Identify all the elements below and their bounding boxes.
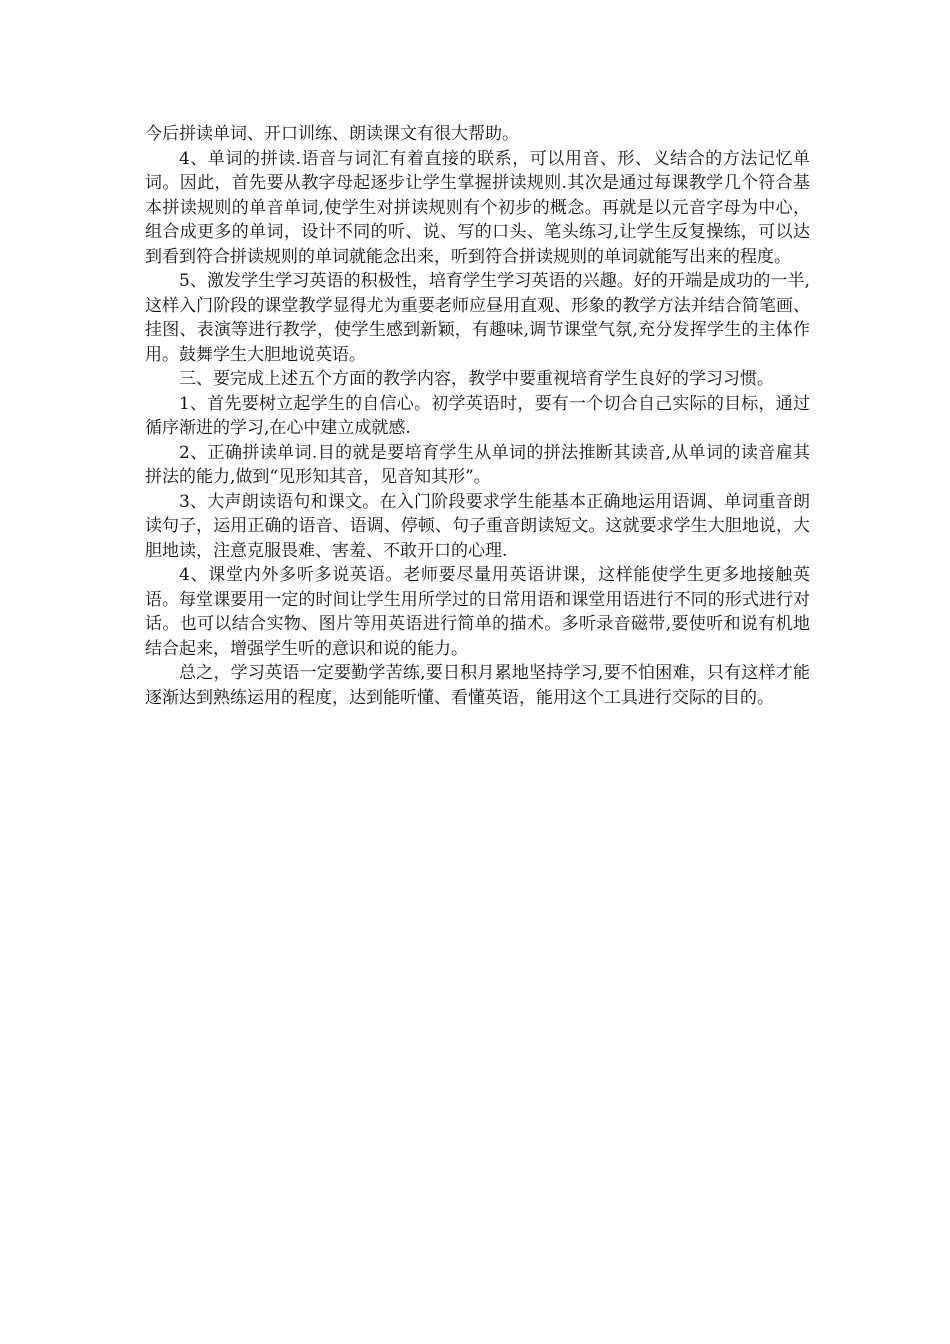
paragraph-read-aloud: 3、大声朗读语句和课文。在入门阶段要求学生能基本正确地运用语调、单词重音朗读句子，运用正确的语音、语调、停顿、句子重音朗读短文。这就要求学生大胆地说，大胆地读，注意克服畏难、害羞、不敢开口的心理.: [145, 491, 810, 561]
paragraph-listen-speak: 4、课堂内外多听多说英语。老师要尽量用英语讲课，这样能使学生更多地接触英语。每堂课要用一定的时间让学生用所学过的日常用语和课堂用语进行不同的形式进行对话。也可以结合实物、图片等用英语进行简单的描术。多听录音磁带,要使听和说有机地结合起来，增强学生听的意识和说的能力。: [145, 565, 810, 659]
paragraph-word-spelling: 4、单词的拼读.语音与词汇有着直接的联系，可以用音、形、义结合的方法记忆单词。因此，首先要从教字母起逐步让学生掌握拼读规则.其次是通过每课教学几个符合基本拼读规则的单音单词,使学生对拼读规则有个初步的概念。再就是以元音字母为中心，组合成更多的单词，设计不同的听、说、写的口头、笔头练习,让学生反复操练，可以达到看到符合拼读规则的单词就能念出来，听到符合拼读规则的单词就能写出来的程度。: [145, 148, 810, 267]
paragraph-continuation: 今后拼读单词、开口训练、朗读课文有很大帮助。: [145, 124, 519, 144]
paragraph-confidence: 1、首先要树立起学生的自信心。初学英语时，要有一个切合自己实际的目标，通过循序渐进的学习,在心中建立成就感.: [145, 393, 810, 438]
paragraph-correct-spelling: 2、正确拼读单词.目的就是要培育学生从单词的拼法推断其读音,从单词的读音雇其拼法的能力,做到“见形知其音，见音知其形”。: [145, 442, 810, 487]
document-body: [145, 122, 810, 710]
paragraph-motivation: 5、激发学生学习英语的积极性，培育学生学习英语的兴趣。好的开端是成功的一半,这样入门阶段的课堂教学显得尤为重要老师应昼用直观、形象的教学方法并结合简笔画、挂图、表演等进行教学，使学生感到新颖，有趣味,调节课堂气氛,充分发挥学生的主体作用。鼓舞学生大胆地说英语。: [145, 271, 810, 365]
paragraph-conclusion: 总之，学习英语一定要勤学苦练,要日积月累地坚持学习,要不怕困难，只有这样才能逐渐达到熟练运用的程度，达到能听懂、看懂英语，能用这个工具进行交际的目的。: [145, 663, 810, 708]
paragraph-section-three: 三、要完成上述五个方面的教学内容，教学中要重视培育学生良好的学习习惯。: [179, 369, 774, 389]
